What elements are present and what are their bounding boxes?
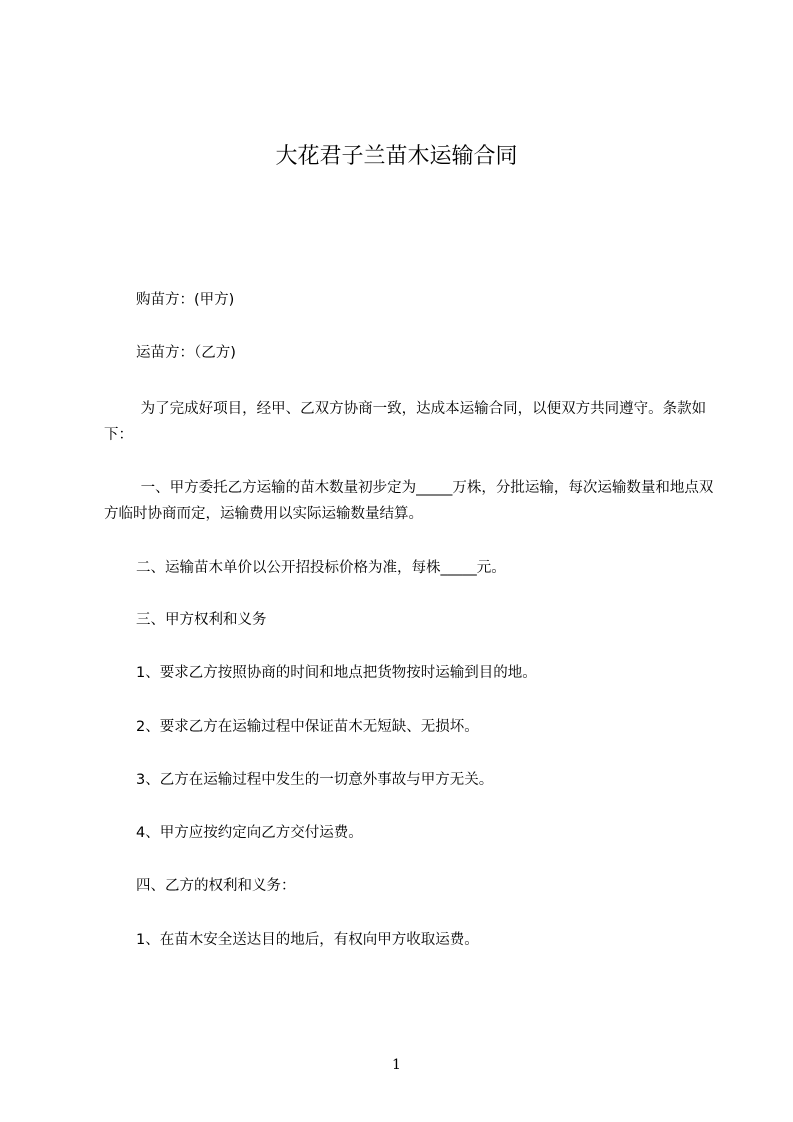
paragraph-preamble: 为了完成好项目，经甲、乙双方协商一致，达成本运输合同，以便双方共同遵守。条款如下： xyxy=(104,401,707,443)
paragraph-clause-3-item-2: 2、要求乙方在运输过程中保证苗木无短缺、无损坏。 xyxy=(136,719,479,735)
page-number: 1 xyxy=(392,1057,401,1073)
paragraph-clause-2: 二、运输苗木单价以公开招投标价格为准，每株_____元。 xyxy=(136,560,506,576)
paragraph-clause-3-item-4: 4、甲方应按约定向乙方交付运费。 xyxy=(136,825,363,841)
paragraph-buyer: 购苗方：(甲方) xyxy=(136,292,235,308)
paragraph-clause-3-item-3: 3、乙方在运输过程中发生的一切意外事故与甲方无关。 xyxy=(136,772,494,788)
paragraph-clause-3-item-1: 1、要求乙方按照协商的时间和地点把货物按时运输到目的地。 xyxy=(136,665,537,681)
paragraph-clause-4-heading: 四、乙方的权利和义务： xyxy=(136,878,296,894)
paragraph-clause-4-item-1: 1、在苗木安全送达目的地后，有权向甲方收取运费。 xyxy=(136,932,479,948)
document-title: 大花君子兰苗木运输合同 xyxy=(275,144,518,169)
paragraph-clause-3-heading: 三、甲方权利和义务 xyxy=(136,612,267,628)
paragraph-carrier: 运苗方：（乙方) xyxy=(136,345,236,361)
paragraph-clause-1: 一、甲方委托乙方运输的苗木数量初步定为_____万株，分批运输，每次运输数量和地点双方临时协商而定，运输费用以实际运输数量结算。 xyxy=(104,480,714,522)
